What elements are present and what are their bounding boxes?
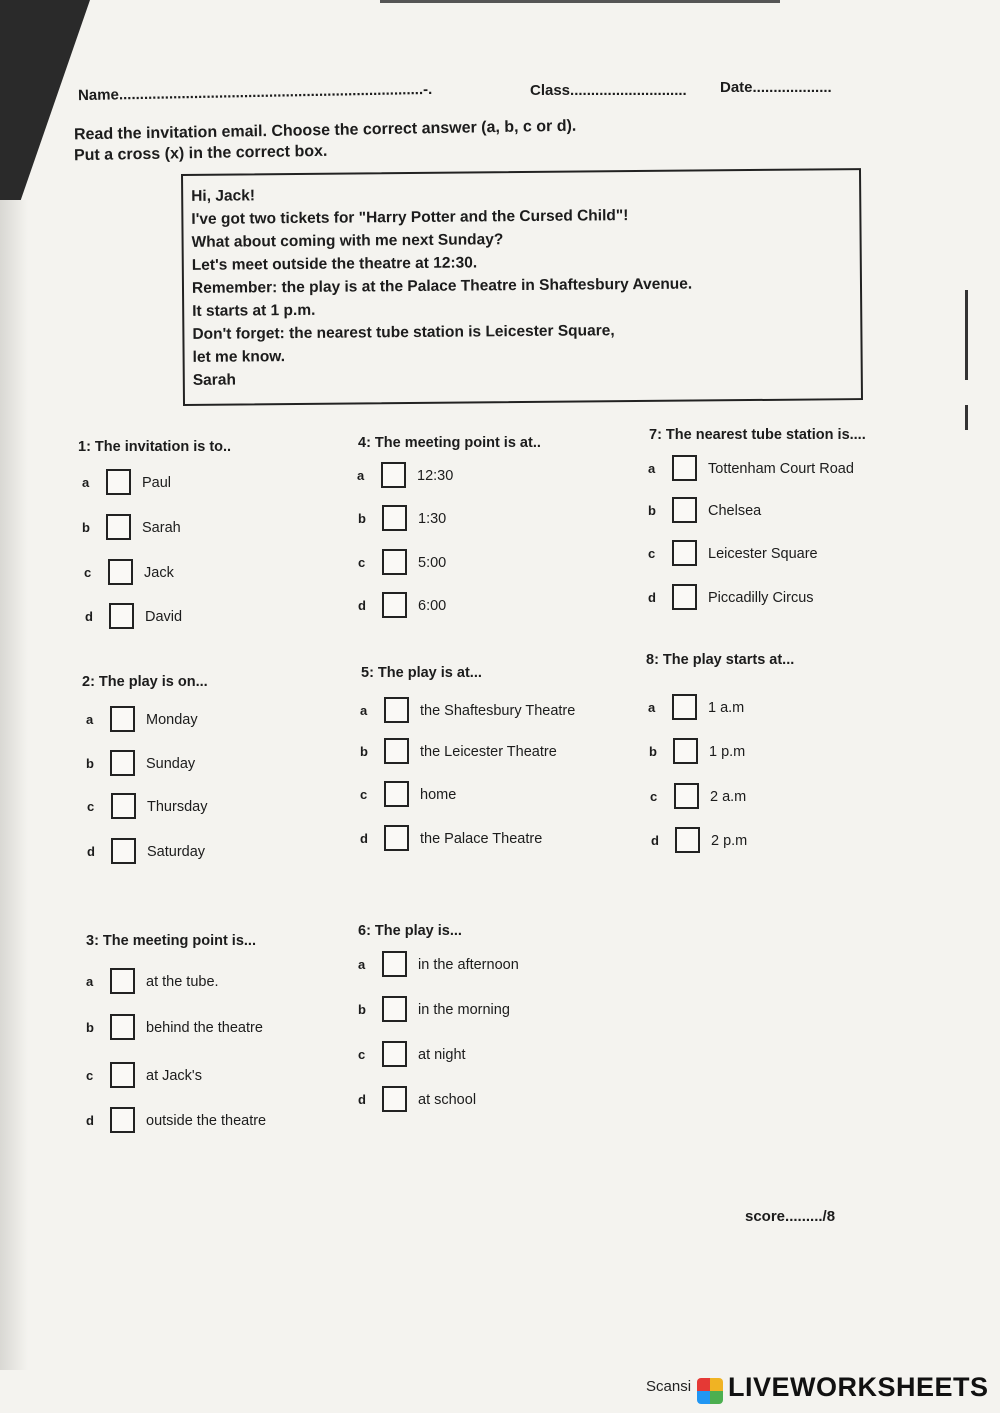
date-field[interactable]: Date...................: [720, 79, 832, 96]
option-text: at the tube.: [146, 974, 219, 990]
email-line: Don't forget: the nearest tube station is Leicester Square,: [192, 322, 615, 343]
option-text: 5:00: [418, 555, 447, 571]
option-letter: b: [649, 744, 657, 759]
option-letter: a: [360, 703, 368, 718]
page-right-edge-mark: [965, 405, 968, 430]
option-letter: d: [358, 598, 366, 613]
instruction-line: Put a cross (x) in the correct box.: [73, 142, 328, 165]
answer-checkbox[interactable]: [110, 706, 135, 732]
option-letter: b: [360, 744, 368, 759]
question-8-title: 8: The play starts at...: [646, 652, 795, 668]
option-letter: c: [360, 787, 368, 802]
option-letter: c: [358, 1047, 366, 1062]
email-line: Let's meet outside the theatre at 12:30.: [191, 254, 478, 274]
email-line: What about coming with me next Sunday?: [191, 231, 504, 251]
option-text: 6:00: [418, 598, 447, 614]
answer-checkbox[interactable]: [384, 825, 409, 851]
question-5-title: 5: The play is at...: [361, 665, 482, 681]
option-letter: b: [648, 503, 656, 518]
answer-checkbox[interactable]: [382, 549, 407, 575]
option-letter: a: [357, 468, 365, 483]
answer-checkbox[interactable]: [382, 1086, 407, 1112]
answer-checkbox[interactable]: [672, 694, 697, 720]
option-letter: a: [82, 475, 90, 490]
answer-checkbox[interactable]: [382, 996, 407, 1022]
answer-checkbox[interactable]: [382, 505, 407, 531]
option-text: Jack: [144, 565, 174, 581]
page-top-edge: [380, 0, 780, 3]
answer-checkbox[interactable]: [672, 540, 697, 566]
answer-checkbox[interactable]: [384, 781, 409, 807]
invitation-email: [181, 168, 863, 406]
option-text: Piccadilly Circus: [708, 590, 814, 606]
option-letter: c: [650, 789, 658, 804]
option-text: David: [145, 609, 183, 625]
option-text: Saturday: [147, 844, 206, 860]
option-letter: d: [85, 609, 93, 624]
option-letter: d: [651, 833, 659, 848]
option-text: Thursday: [147, 799, 208, 815]
option-letter: a: [86, 712, 94, 727]
option-text: 1 p.m: [709, 744, 746, 760]
scan-watermark: Scansi: [646, 1378, 692, 1395]
option-text: the Palace Theatre: [420, 831, 543, 847]
option-text: in the afternoon: [418, 957, 519, 973]
option-letter: d: [358, 1092, 366, 1107]
option-text: the Leicester Theatre: [420, 744, 557, 760]
option-text: Paul: [142, 475, 172, 491]
option-letter: c: [358, 555, 366, 570]
option-letter: a: [648, 700, 656, 715]
option-letter: c: [87, 799, 95, 814]
answer-checkbox[interactable]: [106, 469, 131, 495]
liveworksheets-logo-icon: [697, 1378, 723, 1404]
answer-checkbox[interactable]: [110, 968, 135, 994]
answer-checkbox[interactable]: [672, 584, 697, 610]
answer-checkbox[interactable]: [672, 455, 697, 481]
option-text: Monday: [146, 712, 198, 728]
email-line: Sarah: [192, 371, 236, 389]
option-letter: d: [86, 1113, 94, 1128]
option-letter: d: [87, 844, 95, 859]
answer-checkbox[interactable]: [106, 514, 131, 540]
option-letter: b: [82, 520, 90, 535]
question-3-title: 3: The meeting point is...: [86, 933, 256, 949]
option-text: at school: [418, 1092, 477, 1108]
option-letter: d: [648, 590, 656, 605]
email-line: It starts at 1 p.m.: [192, 301, 316, 320]
option-text: the Shaftesbury Theatre: [420, 703, 576, 719]
answer-checkbox[interactable]: [675, 827, 700, 853]
answer-checkbox[interactable]: [672, 497, 697, 523]
answer-checkbox[interactable]: [110, 1107, 135, 1133]
option-letter: c: [84, 565, 92, 580]
email-line: Remember: the play is at the Palace Theatre in Shaftesbury Avenue.: [191, 275, 693, 297]
option-text: behind the theatre: [146, 1020, 263, 1036]
score-field: score........./8: [745, 1208, 836, 1225]
question-2-title: 2: The play is on...: [82, 674, 208, 690]
option-text: at night: [418, 1047, 466, 1063]
answer-checkbox[interactable]: [382, 951, 407, 977]
answer-checkbox[interactable]: [108, 559, 133, 585]
option-text: in the morning: [418, 1002, 510, 1018]
option-text: Sarah: [142, 520, 181, 536]
option-letter: a: [648, 461, 656, 476]
name-field[interactable]: Name.........................................................................-.: [77, 80, 433, 105]
answer-checkbox[interactable]: [111, 838, 136, 864]
question-4-title: 4: The meeting point is at..: [358, 435, 541, 451]
option-letter: b: [358, 1002, 366, 1017]
option-letter: a: [358, 957, 366, 972]
page-right-edge-mark: [965, 290, 968, 380]
answer-checkbox[interactable]: [110, 1014, 135, 1040]
email-line: I've got two tickets for "Harry Potter and the Cursed Child"!: [191, 207, 629, 228]
question-7-title: 7: The nearest tube station is....: [649, 427, 866, 443]
answer-checkbox[interactable]: [384, 697, 409, 723]
question-1-title: 1: The invitation is to..: [78, 439, 232, 455]
answer-checkbox[interactable]: [111, 793, 136, 819]
email-line: Hi, Jack!: [191, 187, 256, 205]
email-line: let me know.: [192, 348, 286, 366]
answer-checkbox[interactable]: [674, 783, 699, 809]
option-letter: c: [86, 1068, 94, 1083]
option-letter: b: [358, 511, 366, 526]
option-letter: b: [86, 1020, 94, 1035]
option-text: 12:30: [417, 468, 454, 484]
answer-checkbox[interactable]: [382, 592, 407, 618]
option-text: outside the theatre: [146, 1113, 267, 1129]
option-text: Sunday: [146, 756, 196, 772]
option-text: Tottenham Court Road: [708, 461, 854, 477]
answer-checkbox[interactable]: [673, 738, 698, 764]
instruction-line: Read the invitation email. Choose the correct answer (a, b, c or d).: [73, 117, 577, 144]
option-text: 1 a.m: [708, 700, 745, 716]
answer-checkbox[interactable]: [381, 462, 406, 488]
question-6-title: 6: The play is...: [358, 923, 462, 939]
liveworksheets-brand[interactable]: LIVEWORKSHEETS: [728, 1372, 989, 1402]
option-letter: d: [360, 831, 368, 846]
answer-checkbox[interactable]: [384, 738, 409, 764]
option-letter: c: [648, 546, 656, 561]
option-text: home: [420, 787, 457, 803]
class-field[interactable]: Class............................: [530, 82, 687, 99]
answer-checkbox[interactable]: [382, 1041, 407, 1067]
option-text: Chelsea: [708, 503, 762, 519]
option-text: at Jack's: [146, 1068, 202, 1084]
answer-checkbox[interactable]: [110, 1062, 135, 1088]
option-text: Leicester Square: [708, 546, 818, 562]
option-text: 2 a.m: [710, 789, 747, 805]
option-text: 1:30: [418, 511, 447, 527]
option-text: 2 p.m: [711, 833, 748, 849]
answer-checkbox[interactable]: [110, 750, 135, 776]
option-letter: a: [86, 974, 94, 989]
page-edge-fade: [0, 200, 28, 1370]
option-letter: b: [86, 756, 94, 771]
answer-checkbox[interactable]: [109, 603, 134, 629]
